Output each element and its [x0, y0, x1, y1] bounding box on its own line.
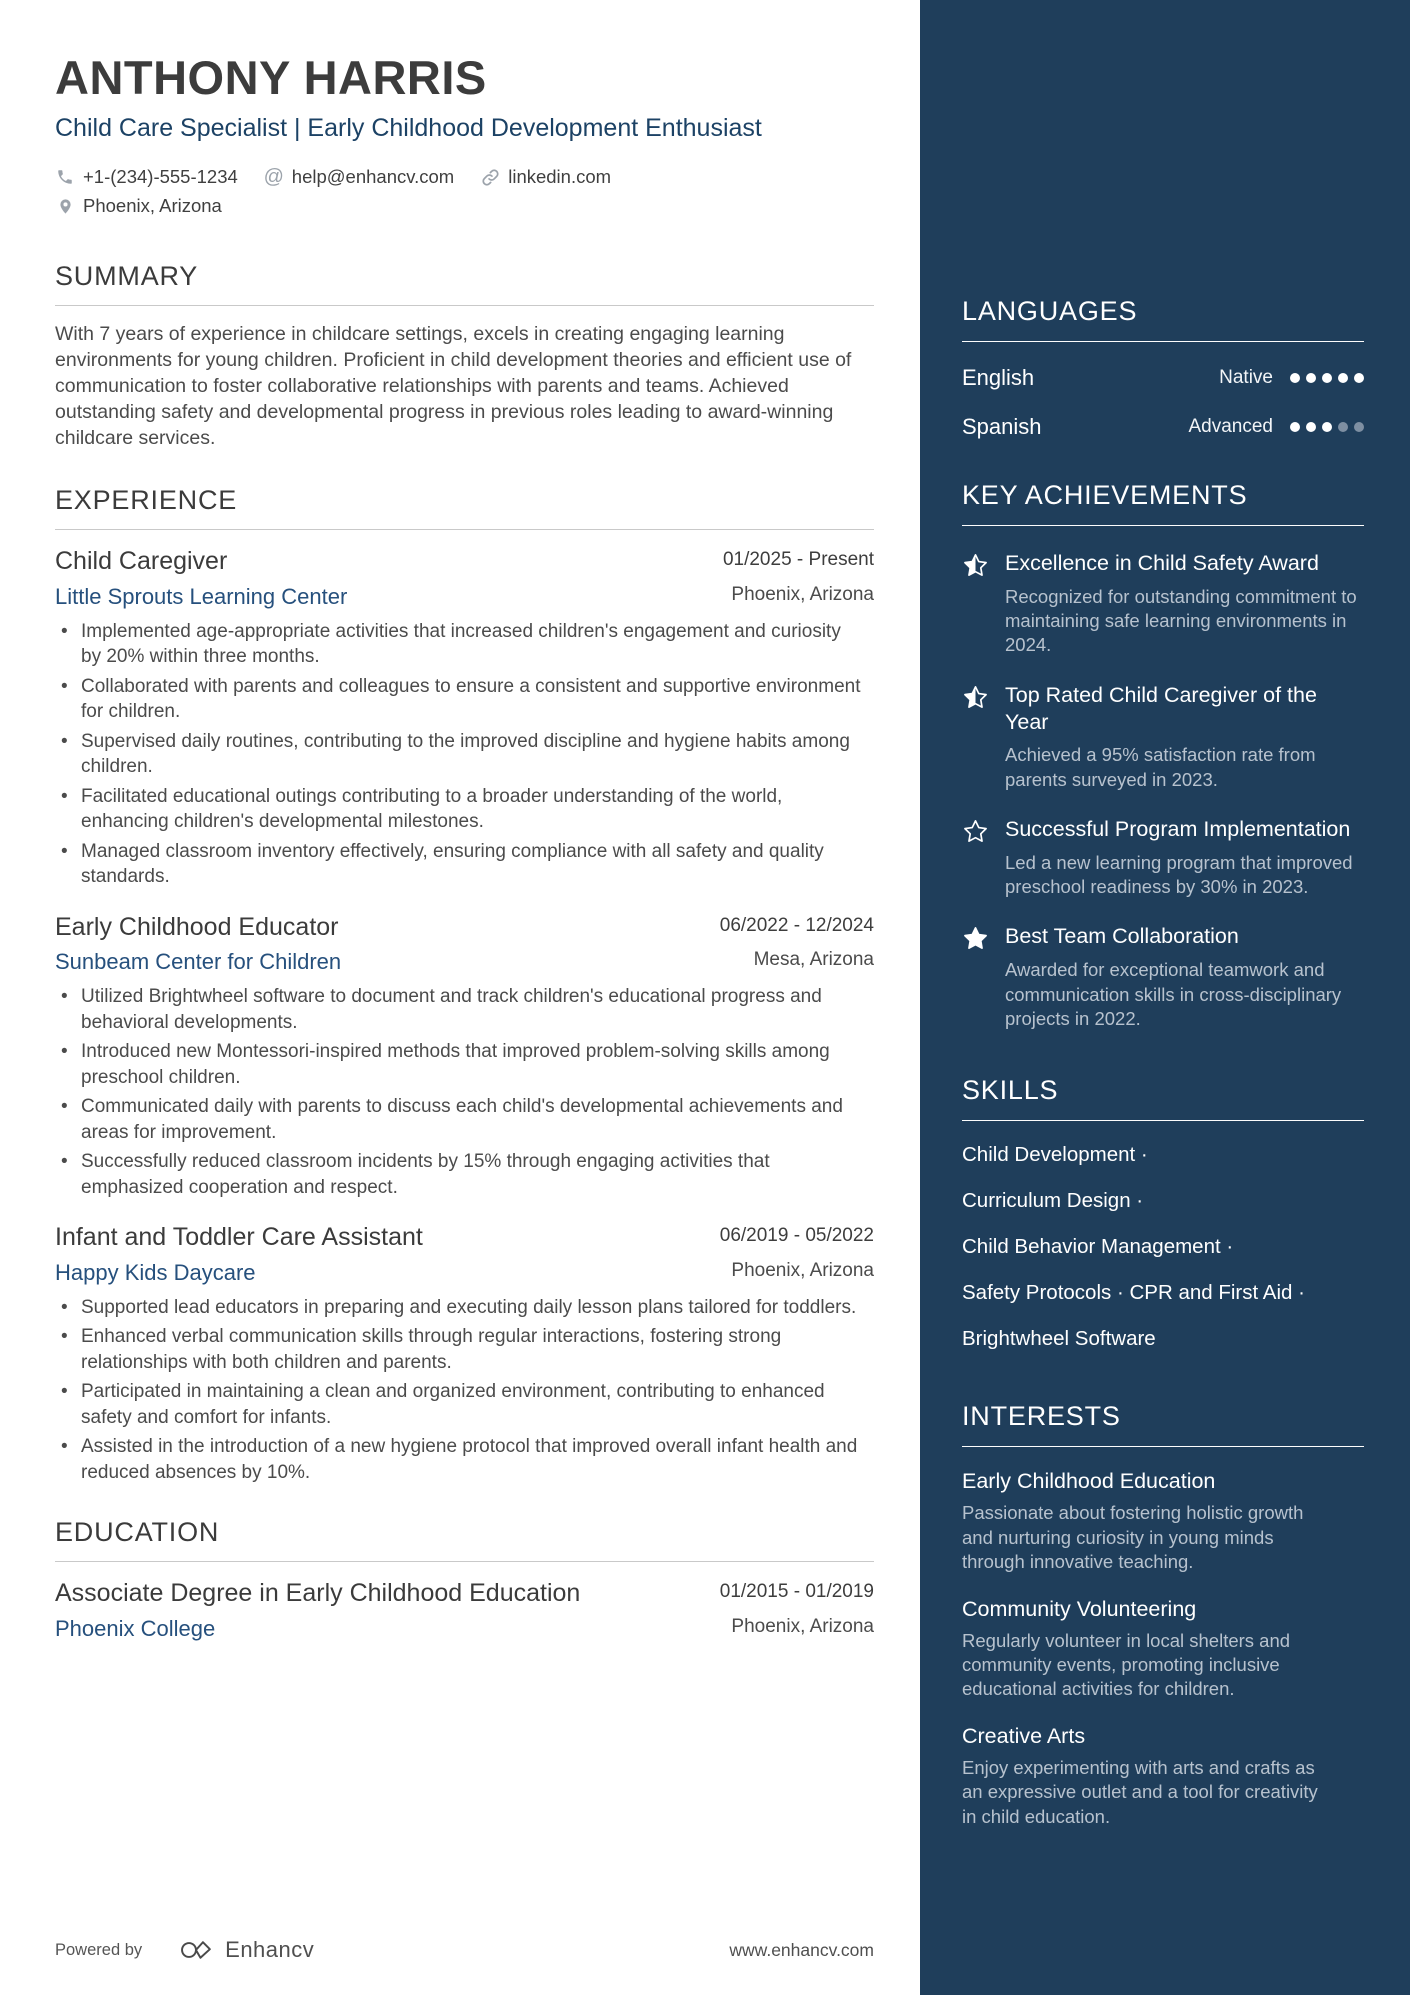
achievement-description: Recognized for outstanding commitment to maintaining safe learning environments in 2024.: [1005, 585, 1357, 656]
language-name: Spanish: [962, 414, 1042, 439]
contact-row-2: [55, 195, 874, 217]
language-level-label: Native: [1219, 367, 1273, 388]
enhancv-brand-text: Enhancv: [225, 1937, 315, 1962]
experience-entry: [55, 1222, 874, 1485]
achievement-body: [1005, 550, 1364, 658]
achievement-title: Successful Program Implementation: [1005, 817, 1351, 841]
contact-info: [55, 159, 874, 217]
summary-heading: SUMMARY: [55, 261, 874, 306]
job-dates: 01/2025 - Present: [722, 549, 874, 571]
achievements-section: [962, 480, 1364, 1031]
website-contact[interactable]: [480, 166, 611, 188]
achievements-heading: KEY ACHIEVEMENTS: [962, 480, 1364, 526]
star-half-icon: [962, 682, 990, 792]
experience-heading: EXPERIENCE: [55, 485, 874, 530]
powered-by-label: Powered by: [55, 1940, 143, 1959]
location-contact: [55, 195, 222, 217]
achievement-item: [962, 550, 1364, 658]
degree-title: Associate Degree in Early Childhood Education: [55, 1579, 581, 1608]
interests-heading: INTERESTS: [962, 1401, 1364, 1447]
person-title: Child Care Specialist | Early Childhood Development Enthusiast: [55, 113, 762, 142]
job-location: Phoenix, Arizona: [731, 583, 874, 605]
language-level-dots: [1290, 422, 1364, 432]
achievement-item: [962, 923, 1364, 1031]
footer: [55, 1937, 874, 1969]
job-title: Child Caregiver: [55, 547, 228, 576]
location-text: Phoenix, Arizona: [83, 195, 222, 217]
website-url: linkedin.com: [508, 166, 612, 188]
phone-number: +1-(234)-555-1234: [83, 166, 238, 188]
language-name: English: [962, 365, 1035, 390]
entry-company-row: [55, 1260, 874, 1286]
language-level-label: Advanced: [1188, 416, 1273, 437]
star-filled-icon: [962, 923, 990, 1031]
education-heading: EDUCATION: [55, 1517, 874, 1562]
interest-description: Enjoy experimenting with arts and crafts as an expressive outlet and a tool for creativity in child education.: [962, 1756, 1318, 1827]
email-icon: @: [263, 166, 284, 189]
achievement-body: [1005, 816, 1364, 899]
skills-section: [962, 1075, 1364, 1351]
enhancv-logo-icon: [180, 1938, 216, 1962]
skill-item: Child Development ·: [962, 1143, 1148, 1167]
bullet-item: • Communicated daily with parents to discuss each child's developmental achievements and areas for improvement.: [76, 1094, 866, 1145]
company-name[interactable]: Happy Kids Daycare: [55, 1259, 256, 1285]
level-dot-filled: [1322, 422, 1332, 432]
star-half-icon: [962, 550, 990, 658]
language-row: [962, 414, 1364, 440]
phone-icon: [55, 167, 75, 187]
interest-item: [962, 1724, 1364, 1829]
interest-item: [962, 1597, 1364, 1702]
degree-dates: 01/2015 - 01/2019: [719, 1581, 874, 1603]
bullet-item: • Managed classroom inventory effectively, ensuring compliance with all safety and quality standards.: [76, 839, 866, 890]
phone-contact[interactable]: [55, 166, 238, 188]
skill-item: Curriculum Design ·: [962, 1189, 1144, 1213]
email-contact[interactable]: [264, 166, 454, 188]
bullet-item: • Facilitated educational outings contributing to a broader understanding of the world, enhancing children's developmental milestones.: [76, 784, 866, 835]
level-dot-filled: [1290, 422, 1300, 432]
bullet-item: • Supported lead educators in preparing and executing daily lesson plans tailored for toddlers.: [76, 1295, 866, 1321]
level-dot-filled: [1306, 373, 1316, 383]
sidebar: [920, 0, 1410, 1995]
job-bullets: [55, 619, 874, 890]
contact-row-1: [55, 166, 874, 188]
email-address: help@enhancv.com: [291, 166, 455, 188]
entry-title-row: [55, 1578, 874, 1609]
enhancv-brand[interactable]: [180, 1937, 314, 1963]
interest-description: Regularly volunteer in local shelters and community events, promoting inclusive educational activities for children.: [962, 1629, 1291, 1700]
education-entry: [55, 1578, 874, 1642]
job-location: Mesa, Arizona: [753, 949, 874, 971]
languages-heading: LANGUAGES: [962, 296, 1364, 342]
interest-item: [962, 1469, 1364, 1574]
person-name: ANTHONY HARRIS: [55, 51, 487, 104]
level-dot-filled: [1338, 373, 1348, 383]
bullet-item: • Successfully reduced classroom incidents by 15% through engaging activities that emphasized cooperation and respect.: [76, 1149, 866, 1200]
job-dates: 06/2019 - 05/2022: [719, 1225, 874, 1247]
footer-website-link[interactable]: www.enhancv.com: [729, 1939, 874, 1960]
job-location: Phoenix, Arizona: [731, 1259, 874, 1281]
achievement-title: Excellence in Child Safety Award: [1005, 551, 1319, 575]
level-dot-empty: [1354, 422, 1364, 432]
interest-title: Early Childhood Education: [962, 1469, 1216, 1494]
entry-title-row: [55, 546, 874, 577]
skill-item: Brightwheel Software: [962, 1327, 1156, 1351]
level-dot-filled: [1354, 373, 1364, 383]
achievement-description: Led a new learning program that improved preschool readiness by 30% in 2023.: [1005, 851, 1353, 898]
summary-section: [55, 261, 874, 451]
bullet-item: • Utilized Brightwheel software to document and track children's educational progress and behavioral developments.: [76, 984, 866, 1035]
company-name[interactable]: Little Sprouts Learning Center: [55, 583, 348, 609]
achievement-body: [1005, 682, 1364, 792]
level-dot-empty: [1338, 422, 1348, 432]
achievement-title: Best Team Collaboration: [1005, 924, 1239, 949]
interest-title: Community Volunteering: [962, 1596, 1197, 1621]
school-location: Phoenix, Arizona: [731, 1615, 874, 1637]
achievement-body: [1005, 923, 1364, 1031]
achievement-description: Achieved a 95% satisfaction rate from parents surveyed in 2023.: [1005, 744, 1316, 790]
bullet-item: • Assisted in the introduction of a new hygiene protocol that improved overall infant health and reduced absences by 10%.: [76, 1434, 866, 1485]
bullet-item: • Participated in maintaining a clean and organized environment, contributing to enhanced safety and comfort for infants.: [76, 1379, 866, 1430]
level-dot-filled: [1322, 373, 1332, 383]
bullet-item: • Implemented age-appropriate activities that increased children's engagement and curiosity by 20% within three months.: [76, 619, 866, 670]
experience-entry: [55, 912, 874, 1201]
interest-description: Passionate about fostering holistic growth and nurturing curiosity in young minds through innovative teaching.: [962, 1502, 1304, 1573]
achievement-description: Awarded for exceptional teamwork and communication skills in cross-disciplinary projects in 2022.: [1005, 959, 1342, 1029]
school-name[interactable]: Phoenix College: [55, 1615, 216, 1641]
achievement-item: [962, 682, 1364, 792]
experience-section: [55, 485, 874, 1489]
skill-item: Child Behavior Management ·: [962, 1235, 1234, 1259]
bullet-item: • Supervised daily routines, contributing to the improved discipline and hygiene habits among children.: [76, 729, 866, 780]
star-outline-icon: [962, 816, 990, 899]
entry-school-row: [55, 1616, 874, 1642]
job-title: Early Childhood Educator: [55, 912, 339, 941]
job-bullets: [55, 1295, 874, 1486]
level-dot-filled: [1290, 373, 1300, 383]
bullet-item: • Collaborated with parents and colleagues to ensure a consistent and supportive environment for children.: [76, 674, 866, 725]
skill-item: Safety Protocols · CPR and First Aid ·: [962, 1281, 1305, 1305]
bullet-item: • Introduced new Montessori-inspired methods that improved problem-solving skills among preschool children.: [76, 1039, 866, 1090]
entry-title-row: [55, 912, 874, 943]
job-bullets: [55, 984, 874, 1200]
language-level-dots: [1290, 373, 1364, 383]
education-section: [55, 1517, 874, 1642]
achievement-title: Top Rated Child Caregiver of the Year: [1005, 682, 1317, 734]
level-dot-filled: [1306, 422, 1316, 432]
languages-section: [962, 296, 1364, 440]
job-title: Infant and Toddler Care Assistant: [55, 1223, 423, 1252]
summary-text: With 7 years of experience in childcare settings, excels in creating engaging learning environments for young children. Proficient in child development theories and efficient use of communication to foster collaborative relationships with parents and teams. Achieved outstanding safety and developmental progress in previous roles leading to award-winning childcare services.: [55, 323, 852, 450]
achievement-item: [962, 816, 1364, 899]
interest-title: Creative Arts: [962, 1723, 1086, 1748]
job-dates: 06/2022 - 12/2024: [719, 914, 874, 936]
company-name[interactable]: Sunbeam Center for Children: [55, 949, 342, 975]
language-row: [962, 365, 1364, 391]
bullet-item: • Enhanced verbal communication skills through regular interactions, fostering strong relationships with both children and parents.: [76, 1324, 866, 1375]
interests-section: [962, 1401, 1364, 1829]
skills-heading: SKILLS: [962, 1075, 1364, 1121]
location-pin-icon: [55, 196, 75, 216]
entry-company-row: [55, 949, 874, 975]
link-icon: [480, 167, 500, 187]
entry-title-row: [55, 1222, 874, 1253]
experience-entry: [55, 546, 874, 890]
entry-company-row: [55, 584, 874, 610]
